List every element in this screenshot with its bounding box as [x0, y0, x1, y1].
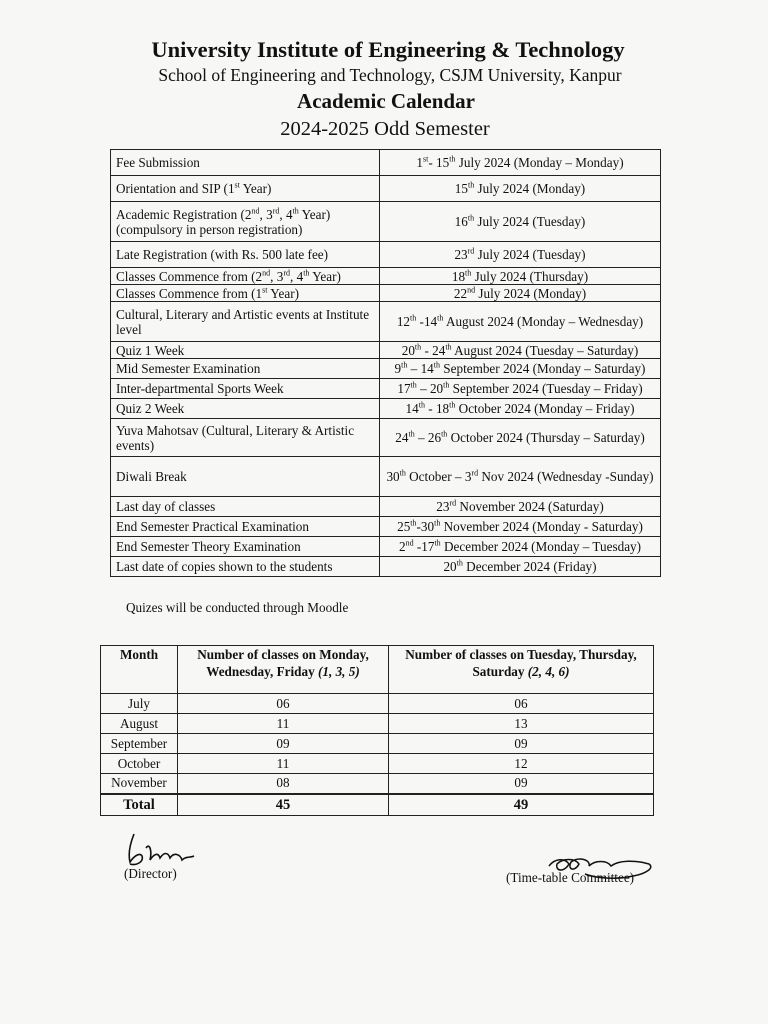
calendar-row: [111, 150, 661, 176]
event-date: 12th -14th August 2024 (Monday – Wednesday): [380, 302, 661, 342]
event-date: 2nd -17th December 2024 (Monday – Tuesday): [380, 537, 661, 557]
event-name: Classes Commence from (2nd, 3rd, 4th Year): [111, 268, 380, 285]
total-mwf: 45: [178, 794, 389, 816]
event-name: Late Registration (with Rs. 500 late fee): [111, 242, 380, 268]
calendar-row: [111, 497, 661, 517]
calendar-row: [111, 457, 661, 497]
calendar-row: [111, 419, 661, 457]
total-row: [101, 794, 654, 816]
event-name: Diwali Break: [111, 457, 380, 497]
event-date: 16th July 2024 (Tuesday): [380, 202, 661, 242]
cell-month: September: [101, 734, 178, 754]
calendar-row: [111, 342, 661, 359]
calendar-title: Academic Calendar: [297, 89, 475, 113]
cell-tts: 09: [389, 734, 654, 754]
moodle-note: Quizes will be conducted through Moodle: [126, 600, 349, 615]
calendar-row: [111, 285, 661, 302]
cell-tts: 12: [389, 754, 654, 774]
committee-label: (Time-table Committee): [506, 870, 635, 885]
cell-mwf: 06: [178, 694, 389, 714]
calendar-row: [111, 557, 661, 577]
calendar-row: [111, 517, 661, 537]
class-count-row: [101, 734, 654, 754]
event-name: Orientation and SIP (1st Year): [111, 176, 380, 202]
class-count-row: [101, 694, 654, 714]
event-date: 1st- 15th July 2024 (Monday – Monday): [380, 150, 661, 176]
total-label: Total: [101, 794, 178, 816]
header-month: Month: [101, 646, 178, 694]
calendar-row: [111, 379, 661, 399]
cell-mwf: 08: [178, 774, 389, 794]
class-count-row: [101, 774, 654, 794]
school-name: School of Engineering and Technology, CSJM University, Kanpur: [158, 65, 622, 85]
institute-name: University Institute of Engineering & Technology: [151, 37, 625, 62]
event-name: End Semester Practical Examination: [111, 517, 380, 537]
calendar-row: [111, 537, 661, 557]
cell-month: October: [101, 754, 178, 774]
event-date: 30th October – 3rd Nov 2024 (Wednesday -Sunday): [380, 457, 661, 497]
cell-mwf: 11: [178, 754, 389, 774]
event-name: Classes Commence from (1st Year): [111, 285, 380, 302]
event-name: Cultural, Literary and Artistic events at Institute level: [111, 302, 380, 342]
event-name: Academic Registration (2nd, 3rd, 4th Year) (compulsory in person registration): [111, 202, 380, 242]
cell-month: July: [101, 694, 178, 714]
event-name: End Semester Theory Examination: [111, 537, 380, 557]
event-name: Mid Semester Examination: [111, 359, 380, 379]
event-date: 18th July 2024 (Thursday): [380, 268, 661, 285]
cell-tts: 06: [389, 694, 654, 714]
event-name: Quiz 1 Week: [111, 342, 380, 359]
header-mwf: Number of classes on Monday, Wednesday, Friday (1, 3, 5): [178, 646, 389, 694]
event-date: 20th - 24th August 2024 (Tuesday – Saturday): [380, 342, 661, 359]
calendar-row: [111, 242, 661, 268]
event-name: Quiz 2 Week: [111, 399, 380, 419]
event-date: 17th – 20th September 2024 (Tuesday – Friday): [380, 379, 661, 399]
event-date: 23rd November 2024 (Saturday): [380, 497, 661, 517]
event-date: 22nd July 2024 (Monday): [380, 285, 661, 302]
calendar-row: [111, 202, 661, 242]
academic-calendar-table: [110, 149, 661, 577]
event-date: 14th - 18th October 2024 (Monday – Friday): [380, 399, 661, 419]
cell-mwf: 09: [178, 734, 389, 754]
event-date: 24th – 26th October 2024 (Thursday – Saturday): [380, 419, 661, 457]
calendar-row: [111, 399, 661, 419]
calendar-row: [111, 302, 661, 342]
total-tts: 49: [389, 794, 654, 816]
cell-month: August: [101, 714, 178, 734]
class-count-table: [100, 645, 654, 816]
event-name: Last day of classes: [111, 497, 380, 517]
cell-month: November: [101, 774, 178, 794]
event-date: 15th July 2024 (Monday): [380, 176, 661, 202]
calendar-row: [111, 176, 661, 202]
event-date: 23rd July 2024 (Tuesday): [380, 242, 661, 268]
event-name: Fee Submission: [111, 150, 380, 176]
calendar-row: [111, 359, 661, 379]
event-date: 20th December 2024 (Friday): [380, 557, 661, 577]
header-tts: Number of classes on Tuesday, Thursday, Saturday (2, 4, 6): [389, 646, 654, 694]
event-date: 25th-30th November 2024 (Monday - Saturday): [380, 517, 661, 537]
event-date: 9th – 14th September 2024 (Monday – Saturday): [380, 359, 661, 379]
event-name: Last date of copies shown to the students: [111, 557, 380, 577]
class-count-row: [101, 714, 654, 734]
calendar-row: [111, 268, 661, 285]
class-count-row: [101, 754, 654, 774]
document-header: [0, 36, 768, 142]
cell-mwf: 11: [178, 714, 389, 734]
director-label: (Director): [124, 866, 177, 881]
cell-tts: 13: [389, 714, 654, 734]
cell-tts: 09: [389, 774, 654, 794]
semester-title: 2024-2025 Odd Semester: [280, 118, 490, 140]
event-name: Yuva Mahotsav (Cultural, Literary & Artistic events): [111, 419, 380, 457]
event-name: Inter-departmental Sports Week: [111, 379, 380, 399]
